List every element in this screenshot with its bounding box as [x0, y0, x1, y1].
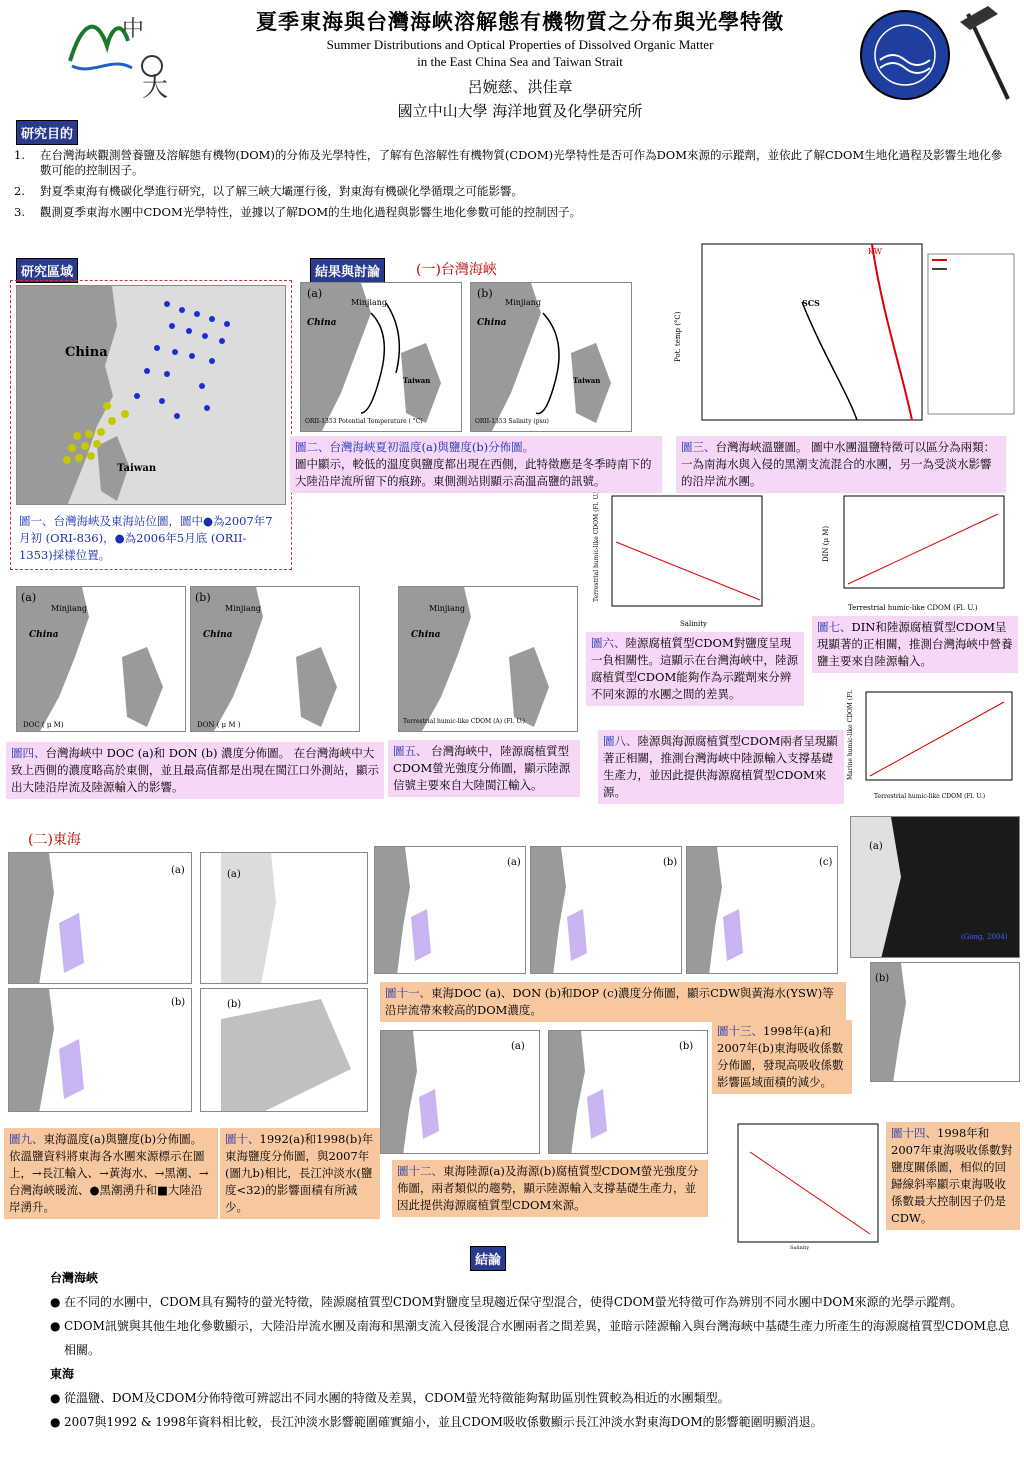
conclusion-taiwan-strait-head: 台灣海峽 [50, 1271, 99, 1285]
fig14-caption: 圖十四、1998年和2007年東海吸收係數對鹽度關係圖，相似的回歸線斜率顯示東海吸收係數最大控制因子仍是CDW。 [886, 1122, 1020, 1230]
svg-text:China: China [477, 318, 507, 328]
svg-text:(b): (b) [171, 997, 186, 1008]
fig4a-doc-map [16, 586, 186, 732]
east-china-sea-heading: (二)東海 [28, 832, 81, 848]
svg-text:China: China [29, 630, 59, 640]
poster-title: 夏季東海與台灣海峽溶解態有機物質之分布與光學特徵 [256, 9, 784, 34]
svg-text:(b): (b) [875, 973, 890, 984]
fig11b-don-map [530, 846, 682, 974]
svg-text:(a): (a) [507, 857, 521, 868]
poster-subtitle [195, 36, 845, 70]
fig10a-salinity-1992-map [200, 852, 368, 984]
svg-text:(b): (b) [663, 857, 678, 868]
taiwan-strait-heading: (一)台灣海峽 [416, 262, 497, 278]
svg-text:Minjiang: Minjiang [351, 298, 387, 307]
fig1-caption: 圖一、台灣海峽及東海站位圖，圖中●為2007年7月初 (ORI-836)，●為2006年5月底 (ORII-1353)採樣位置。 [14, 510, 284, 567]
section-study-area: 研究區域 [16, 258, 78, 283]
svg-text:(a): (a) [869, 841, 883, 852]
fig11a-doc-map [374, 846, 526, 974]
fig2a-temperature-map [300, 282, 462, 432]
subtitle-line-2: in the East China Sea and Taiwan Strait [417, 54, 623, 69]
svg-text:Terrestrial humic-like CDOM (F: Terrestrial humic-like CDOM (Fl. U.) [848, 604, 978, 612]
svg-text:Minjiang: Minjiang [225, 604, 261, 613]
fig9a-temperature-map [8, 852, 192, 984]
fig8-caption: 圖八、陸源與海源腐植質型CDOM兩者呈現顯著正相關，推測台灣海峽中陸源輸入支撐基礎生產力，並因此提供海源腐植質型CDOM來源。 [598, 730, 844, 804]
section-conclusion: 結論 [470, 1246, 506, 1271]
section-results: 結果與討論 [310, 258, 385, 283]
fig12b-marine-cdom-map [548, 1030, 708, 1154]
fig7-scatter-plot [818, 492, 1018, 614]
pickaxe-icon [958, 4, 1018, 104]
svg-text:Taiwan: Taiwan [403, 376, 431, 385]
svg-text:Terrestrial humic-like CDOM (A: Terrestrial humic-like CDOM (A) (Fl. U.) [403, 718, 525, 725]
objective-item: 2. 對夏季東海有機碳化學進行研究，以了解三峽大壩運行後，對東海有機碳化學循環之可能影響。 [14, 184, 523, 198]
svg-text:Terrestrial humic-like CDOM (F: Terrestrial humic-like CDOM (Fl. U.) [874, 793, 986, 800]
svg-text:KW: KW [868, 247, 882, 256]
svg-text:(c): (c) [819, 857, 833, 868]
fig5-caption: 圖五、 台灣海峽中，陸源腐植質型CDOM螢光強度分佈圖，顯示陸源信號主要來自大陸閩江輸入。 [388, 740, 580, 797]
objective-item: 3. 觀測夏季東海水團中CDOM光學特性，並據以了解DOM的生地化過程與影響生地化參數可能的控制因子。 [14, 205, 582, 219]
conclusion-item: ● 從溫鹽、DOM及CDOM分佈特徵可辨認出不同水團的特徵及差異，CDOM螢光特徵能夠幫助區別性質較為相近的水團類型。 [50, 1391, 730, 1405]
svg-text:(a): (a) [511, 1041, 525, 1052]
station-map [16, 285, 286, 505]
taiwan-label: Taiwan [117, 463, 157, 474]
fig11-caption: 圖十一、東海DOC (a)、DON (b)和DOP (c)濃度分佈圖，顯示CDW與黃海水(YSW)等沿岸流帶來較高的DOM濃度。 [380, 982, 846, 1022]
conclusion-body [50, 1266, 1010, 1434]
svg-text:(b): (b) [477, 287, 493, 300]
svg-text:(b): (b) [227, 999, 242, 1010]
fig9-caption: 圖九、東海溫度(a)與鹽度(b)分佈圖。依溫鹽資料將東海各水團來源標示在圖上，→長江輸入、→黃海水、→黑潮、→台灣海峽暖流、●黑潮湧升和■大陸沿岸湧升。 [4, 1128, 218, 1219]
fig6-caption: 圖六、陸源腐植質型CDOM對鹽度呈現一負相關性。這顯示在台灣海峽中，陸源腐植質型CDOM能夠作為示蹤劑來分辨不同來源的水團之間的差異。 [586, 632, 804, 706]
authors: 呂婉慈、洪佳章 [467, 78, 573, 96]
svg-text:Taiwan: Taiwan [573, 376, 601, 385]
svg-text:Minjiang: Minjiang [505, 298, 541, 307]
svg-text:Pot. temp (°C): Pot. temp (°C) [674, 311, 682, 362]
nsysu-logo [62, 6, 182, 106]
svg-text:DOC ( μ M): DOC ( μ M) [23, 721, 64, 729]
svg-text:大: 大 [142, 73, 169, 103]
fig12-caption: 圖十二、東海陸源(a)及海源(b)腐植質型CDOM螢光強度分佈圖，兩者類似的趨勢，顯示陸源輸入支撐基礎生產力，並因此提供海源腐植質型CDOM來源。 [392, 1160, 708, 1217]
conclusion-item: ● 2007與1992 & 1998年資料相比較，長江沖淡水影響範圍確實縮小，並且CDOM吸收係數顯示長江沖淡水對東海DOM的影響範圍明顯消退。 [50, 1415, 823, 1429]
fig4b-don-map [190, 586, 360, 732]
svg-text:Minjiang: Minjiang [51, 604, 87, 613]
svg-text:China: China [307, 318, 337, 328]
svg-text:Salinity: Salinity [680, 620, 707, 628]
fig14-absorption-salinity-plot [730, 1122, 880, 1250]
objective-list [14, 148, 1004, 226]
conclusion-ecs-head: 東海 [50, 1367, 75, 1381]
institute-seal-logo [858, 8, 952, 102]
svg-text:(a): (a) [307, 287, 323, 300]
svg-text:Salinity: Salinity [790, 1245, 810, 1250]
fig2b-salinity-map [470, 282, 632, 432]
svg-text:(a): (a) [21, 591, 37, 604]
svg-text:(a): (a) [171, 865, 185, 876]
svg-text:ORII-1353 Salinity (psu): ORII-1353 Salinity (psu) [475, 418, 549, 425]
svg-text:Marine humic-like CDOM (Fl. U.: Marine humic-like CDOM (Fl. U.) [847, 688, 854, 780]
fig2-caption: 圖二、台灣海峽夏初溫度(a)與鹽度(b)分佈圖。 圖中顯示，較低的溫度與鹽度都出現在西側，此特徵應是冬季時南下的大陸沿岸流所留下的痕跡。東側測站則顯示高溫高鹽的訊號。 [290, 436, 662, 493]
fig7-caption: 圖七、DIN和陸源腐植質型CDOM呈現顯著的正相關，推測台灣海峽中營養鹽主要來自陸源輸入。 [812, 616, 1018, 673]
fig3-ts-diagram [672, 232, 1017, 430]
fig9b-salinity-map [8, 988, 192, 1112]
subtitle-line-1: Summer Distributions and Optical Properties of Dissolved Organic Matter [326, 37, 714, 52]
conclusion-item: ● 在不同的水團中，CDOM具有獨特的螢光特徵，陸源腐植質型CDOM對鹽度呈現趨近保守型混合，使得CDOM螢光特徵可作為辨別不同水團中DOM來源的光學示蹤劑。 [50, 1295, 963, 1309]
svg-text:(b): (b) [195, 591, 211, 604]
fig4-caption: 圖四、台灣海峽中 DOC (a)和 DON (b) 濃度分佈圖。 在台灣海峽中大致上西側的濃度略高於東側，並且最高值都是出現在閩江口外測站，顯示出大陸沿岸流及陸源輸入的影響。 [6, 742, 384, 799]
fig6-scatter-plot [590, 492, 770, 632]
svg-text:China: China [203, 630, 233, 640]
svg-text:China: China [411, 630, 441, 640]
fig13-caption: 圖十三、1998年(a)和2007年(b)東海吸收係數分佈圖，發現高吸收係數影響區域面積的減少。 [712, 1020, 852, 1094]
svg-text:(b): (b) [679, 1041, 694, 1052]
fig12a-terrestrial-cdom-map [380, 1030, 540, 1154]
svg-text:DON ( μ M ): DON ( μ M ) [197, 721, 241, 729]
conclusion-item: ● CDOM訊號與其他生地化參數顯示，大陸沿岸流水團及南海和黑潮支流入侵後混合水團兩者之間差異，並暗示陸源輸入與台灣海峽中基礎生產力所產生的海源腐植質型CDOM息息相關。 [50, 1319, 1010, 1357]
svg-text:(a): (a) [227, 869, 241, 880]
fig10-caption: 圖十、1992(a)和1998(b)年東海鹽度分佈圖，與2007年(圖九b)相比，長江沖淡水(鹽度<32)的影響面積有所減少。 [220, 1128, 380, 1219]
svg-text:DIN (μ M): DIN (μ M) [822, 525, 830, 562]
svg-text:中: 中 [122, 17, 145, 42]
fig13b-absorption-2007-map [870, 962, 1020, 1082]
fig5-cdom-map [398, 586, 578, 732]
china-label: China [65, 345, 108, 360]
svg-text:ORII-1353 Potential Temperatur: ORII-1353 Potential Temperature ( °C) [305, 418, 423, 425]
section-objective: 研究目的 [16, 120, 78, 145]
fig11c-dop-map [686, 846, 838, 974]
svg-text:SCS: SCS [802, 298, 820, 308]
institute: 國立中山大學 海洋地質及化學研究所 [397, 102, 643, 120]
fig13a-absorption-1998-map [850, 816, 1020, 958]
fig3-caption: 圖三、台灣海峽溫鹽圖。 圖中水團溫鹽特徵可以區分為兩類：一為南海水與入侵的黑潮支流混合的水團，另一為受淡水影響的沿岸流水團。 [676, 436, 1006, 493]
objective-item: 1. 在台灣海峽觀測營養鹽及溶解態有機物(DOM)的分佈及光學特性，了解有色溶解性有機物質(CDOM)光學特性是否可作為DOM來源的示蹤劑，並依此了解CDOM生地化過程及影響生地化參數可能的控制因子。 [14, 148, 1003, 177]
svg-text:Minjiang: Minjiang [429, 604, 465, 613]
svg-text:Terrestrial humic-like CDOM (F: Terrestrial humic-like CDOM (Fl. U.) [593, 492, 600, 602]
svg-text:(Gong, 2004): (Gong, 2004) [961, 933, 1008, 941]
fig10b-salinity-1998-map [200, 988, 368, 1112]
fig8-scatter-plot [844, 688, 1018, 806]
